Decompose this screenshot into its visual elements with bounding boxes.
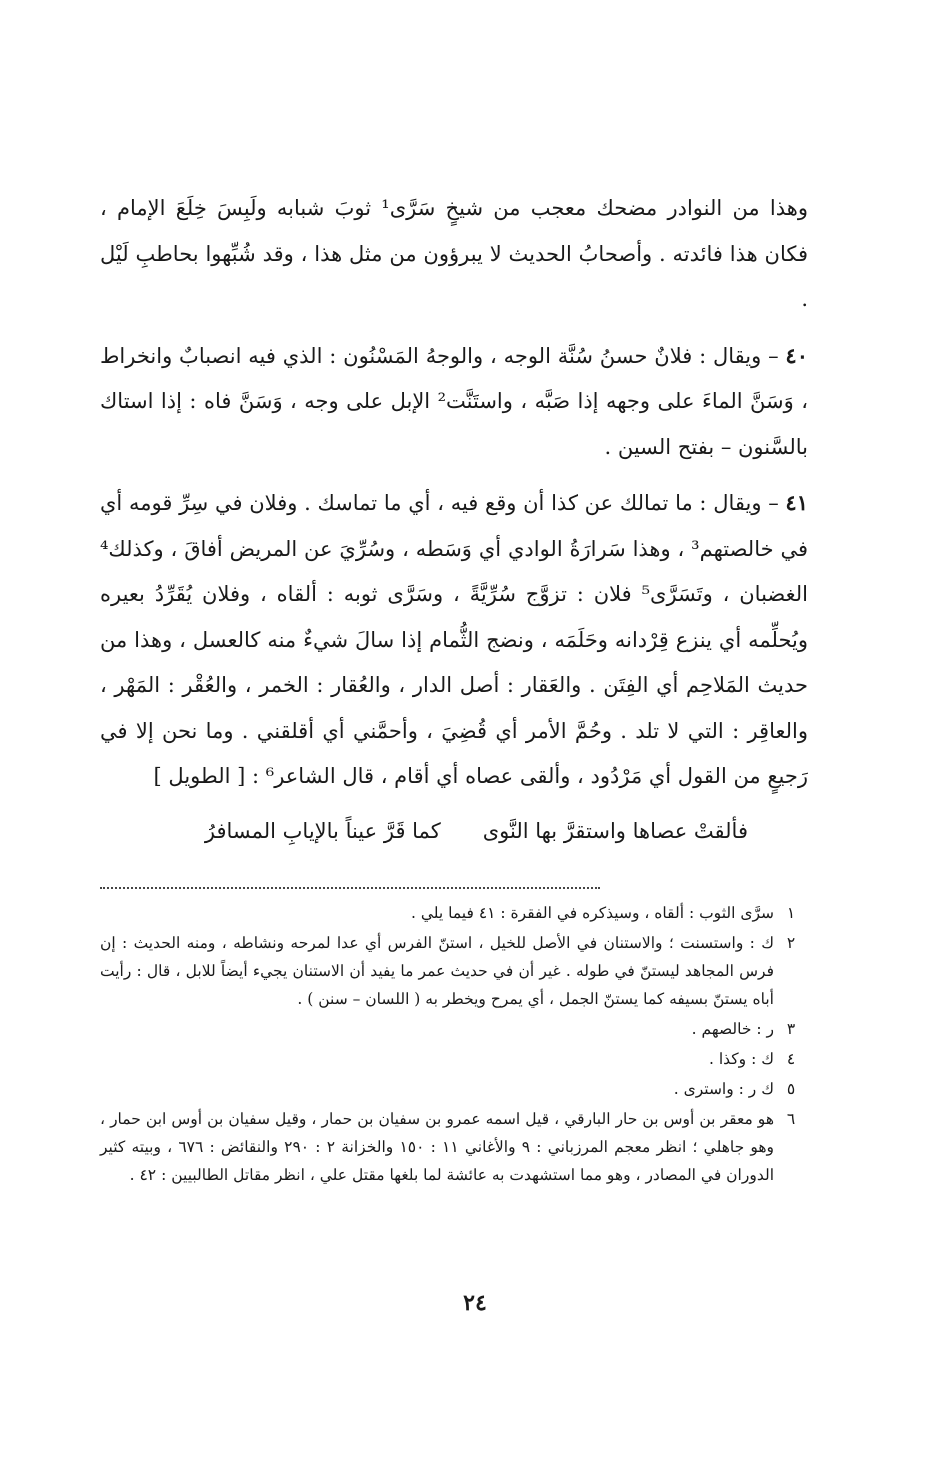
paragraph-text: – ويقال : فلانٌ حسنُ سُنَّة الوجه ، والوجهُ المَسْنُون : الذي فيه انصبابٌ وانخراط ، وَسَنَّ الماءَ على وجهه إذا صَبَّه ، واستَنَّت² الإبل على وجه ، وَسَنَّ فاه : إذا استاك بالسَّنون – بفتح السين . [100,343,809,459]
page-number: ٢٤ [463,1290,487,1316]
footnote-item [100,929,808,1013]
footnote-text: ك ر : واسترى . [673,1080,774,1098]
paragraph-text: – ويقال : ما تمالك عن كذا أن وقع فيه ، أي ما تماسك . وفلان في سِرِّ قومه أي في خالصتهم³ ، وهذا سَرارَةُ الوادي أي وَسَطه ، وسُرِّيَ عن المريض أفاقَ ، وكذلك⁴ الغضبان ، وتَسَرَّى⁵ فلان : تزوَّج سُرِّيَّةً ، وسَرَّى ثوبه : ألقاه ، وفلان يُقَرِّدُ بعيره ويُحلِّمه أي ينزع قِرْدانه وحَلَمَه ، ونضج الثُّمام إذا سالَ شيءٌ منه كالعسل ، وهذا من حديث المَلاحِم أي الفِتَن . والعَقار : أصل الدار ، والعُقار : الخمر ، والعُقْر : المَهْر ، والعاقِر : التي لا تلد . وحُمَّ الأمر أي قُضِيَ ، وأحمَّني أي أقلقني . وما نحن إلا في رَجيعٍ من القول أي مَرْدُود ، وألقى عصاه أي أقام ، قال الشاعر⁶ : [ الطويل ] [100,491,808,788]
paragraph-number: ٤٠ [785,342,808,368]
footnote-number: ٤ [786,1050,796,1068]
footnote-text: هو معقر بن أوس بن حار البارقي ، قيل اسمه عمرو بن سفيان بن حمار ، وقيل سفيان بن أوس ابن حمار ، وهو جاهلي ؛ انظر معجم المرزباني : ٩ والأغاني ١١ : ١٥٠ والخزانة ٢ : ٢٩٠ والنقائض : ٦٧٦ ، وبيته كثير الدوران في المصادر ، وهو مما استشهدت به عائشة لما بلغها مقتل علي ، انظر مقاتل الطالبيين : ٤٢ . [100,1110,775,1184]
footnote-number: ٥ [786,1080,796,1098]
paragraph-number: ٤١ [785,490,808,515]
footnote-item [100,1105,808,1189]
footnote-text: ك : واستسنت ؛ والاستنان في الأصل للخيل ، استنّ الفرس أي عدا لمرحه ونشاطه ، ومنه الحديث : إن فرس المجاهد ليستنّ في طوله . غير أن في حديث عمر ما يفيد أن الاستنان يجيء أيضاً للابل ، قال : رأيت أباه يستنّ بسيفه كما يستنّ الجمل ، أي يمرح ويخطر به ( اللسان – سنن ) . [100,934,774,1008]
main-text [100,186,808,852]
paragraph-41 [100,480,808,800]
footnote-number: ١ [786,904,796,922]
footnotes [100,899,808,1191]
intro-text: وهذا من النوادر مضحك معجب من شيخٍ سَرَّى¹ ثوبَ شبابه ولَبِسَ خِلَعَ الإمام ، فكان هذا فائدته . وأصحابُ الحديث لا يبرؤون من مثل هذا ، وقد شُبِّهوا بحاطبِ لَيْل . [100,196,808,311]
footnote-item [100,1045,808,1073]
footnote-number: ٢ [786,934,796,952]
footnote-number: ٣ [786,1020,796,1038]
footnote-item [100,1015,808,1043]
footnote-number: ٦ [786,1110,796,1128]
paragraph-40 [100,333,808,471]
footnote-separator [100,887,600,889]
verse-first-hemistich: فألقتْ عصاها واستقرَّ بها النَّوى [482,818,748,843]
footnote-item [100,899,808,927]
footnote-item [100,1075,808,1103]
footnote-text: ك : وكذا . [708,1050,774,1068]
verse-second-hemistich: كما قَرَّ عيناً بالإيابِ المسافرُ [204,818,441,843]
footnote-text: سرَّى الثوب : ألقاه ، وسيذكره في الفقرة : ٤١ فيما يلي . [410,904,774,922]
intro-paragraph [100,186,808,323]
poetry-verse [100,810,748,852]
footnote-text: ر : خالصهم . [691,1020,774,1038]
